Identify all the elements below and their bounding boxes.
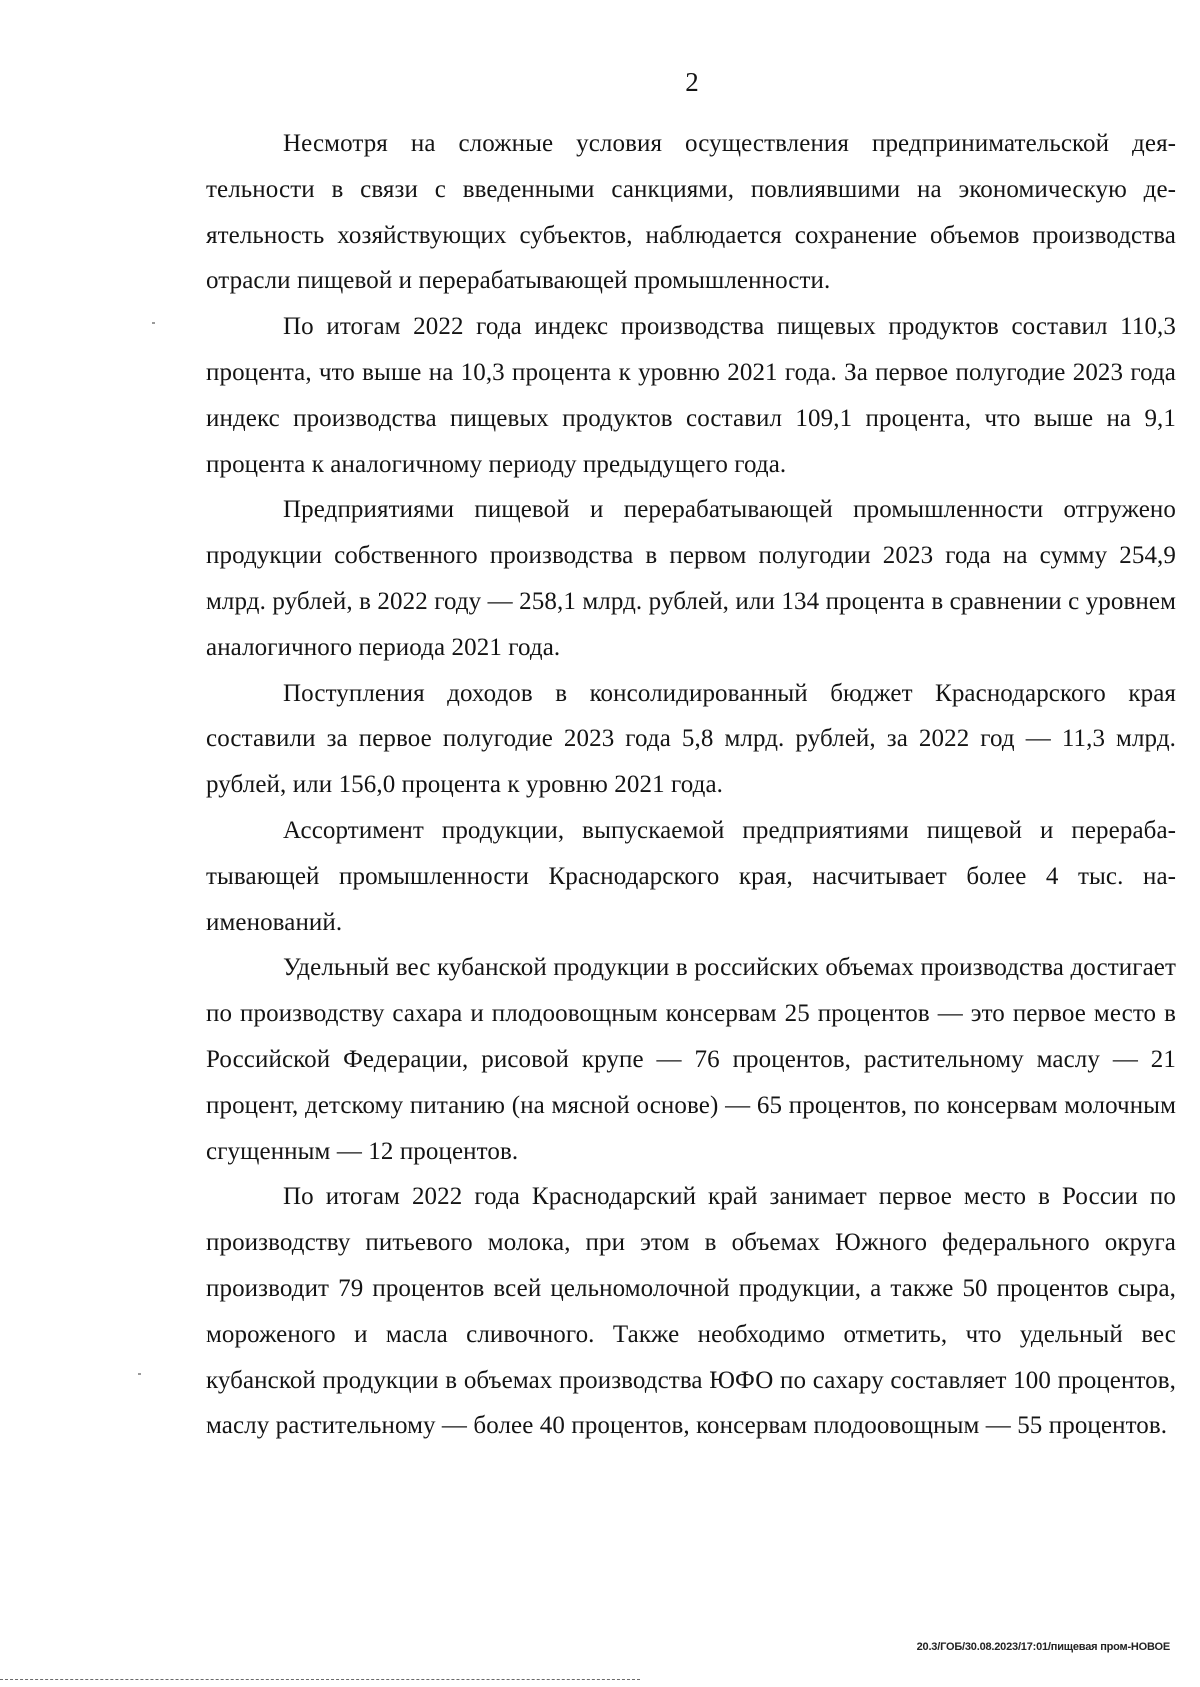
scan-speck: [138, 1373, 141, 1375]
paragraph-milk-production: По итогам 2022 года Краснодарский край занимает первое место в России по производству питьевого молока, при этом в объемах Южного федерального округа производит 79 процентов всей цельномолочной продукции, а также 50 процентов сыра, мороженого и масла сливочного. Также необходимо отметить, что удельный вес кубанской продукции в объемах производства ЮФО по сахару составляет 100 процентов, маслу растительному — более 40 процентов, консервам плодоовощным — 55 процентов.: [206, 1183, 1176, 1440]
paragraph-assortment: Ассортимент продукции, выпускаемой предприятиями пищевой и перерабатывающей промышленности Краснодарского края, насчитывает более 4 тыс. наименований.: [206, 816, 1176, 936]
paragraph-shipments: Предприятиями пищевой и перерабатывающей промышленности отгружено продукции собственного производства в первом полугодии 2023 года на сумму 254,9 млрд. рублей, в 2022 году — 258,1 млрд. рублей, или 134 процента в сравнении с уровнем аналогичного периода 2021 года.: [206, 496, 1176, 661]
paragraph-russian-share: Удельный вес кубанской продукции в российских объемах производства достигает по производству сахара и плодоовощным консервам 25 процентов — это первое место в Российской Федерации, рисовой крупе — 76 процентов, растительному маслу — 21 процент, детскому питанию (на мясной основе) — 65 процентов, по консервам молочным сгущенным — 12 процентов.: [206, 954, 1176, 1165]
scan-edge-line: [0, 1679, 640, 1680]
footer-file-code: 20.3/ГОБ/30.08.2023/17:01/пищевая пром-НОВОЕ: [916, 1641, 1170, 1653]
paragraph-budget-revenue: Поступления доходов в консолидированный бюджет Краснодарского края составили за первое полугодие 2023 года 5,8 млрд. рублей, за 2022 год — 11,3 млрд. рублей, или 156,0 процента к уровню 2021 года.: [206, 679, 1176, 799]
paragraph-production-index: По итогам 2022 года индекс производства пищевых продуктов составил 110,3 процента, что выше на 10,3 процента к уровню 2021 года. За первое полугодие 2023 года индекс производства пищевых продуктов составил 109,1 процента, что выше на 9,1 процента к аналогичному периоду предыдущего года.: [206, 313, 1176, 478]
document-body: [206, 121, 1176, 1449]
scan-speck: [152, 322, 155, 324]
paragraph-intro: Несмотря на сложные условия осуществления предпринимательской деятельности в связи с введенными санкциями, повлиявшими на экономическую деятельность хозяйствующих субъектов, наблюдается сохранение объемов производства отрасли пищевой и перерабатывающей промышленности.: [206, 130, 1176, 295]
page-number: 2: [685, 67, 699, 97]
